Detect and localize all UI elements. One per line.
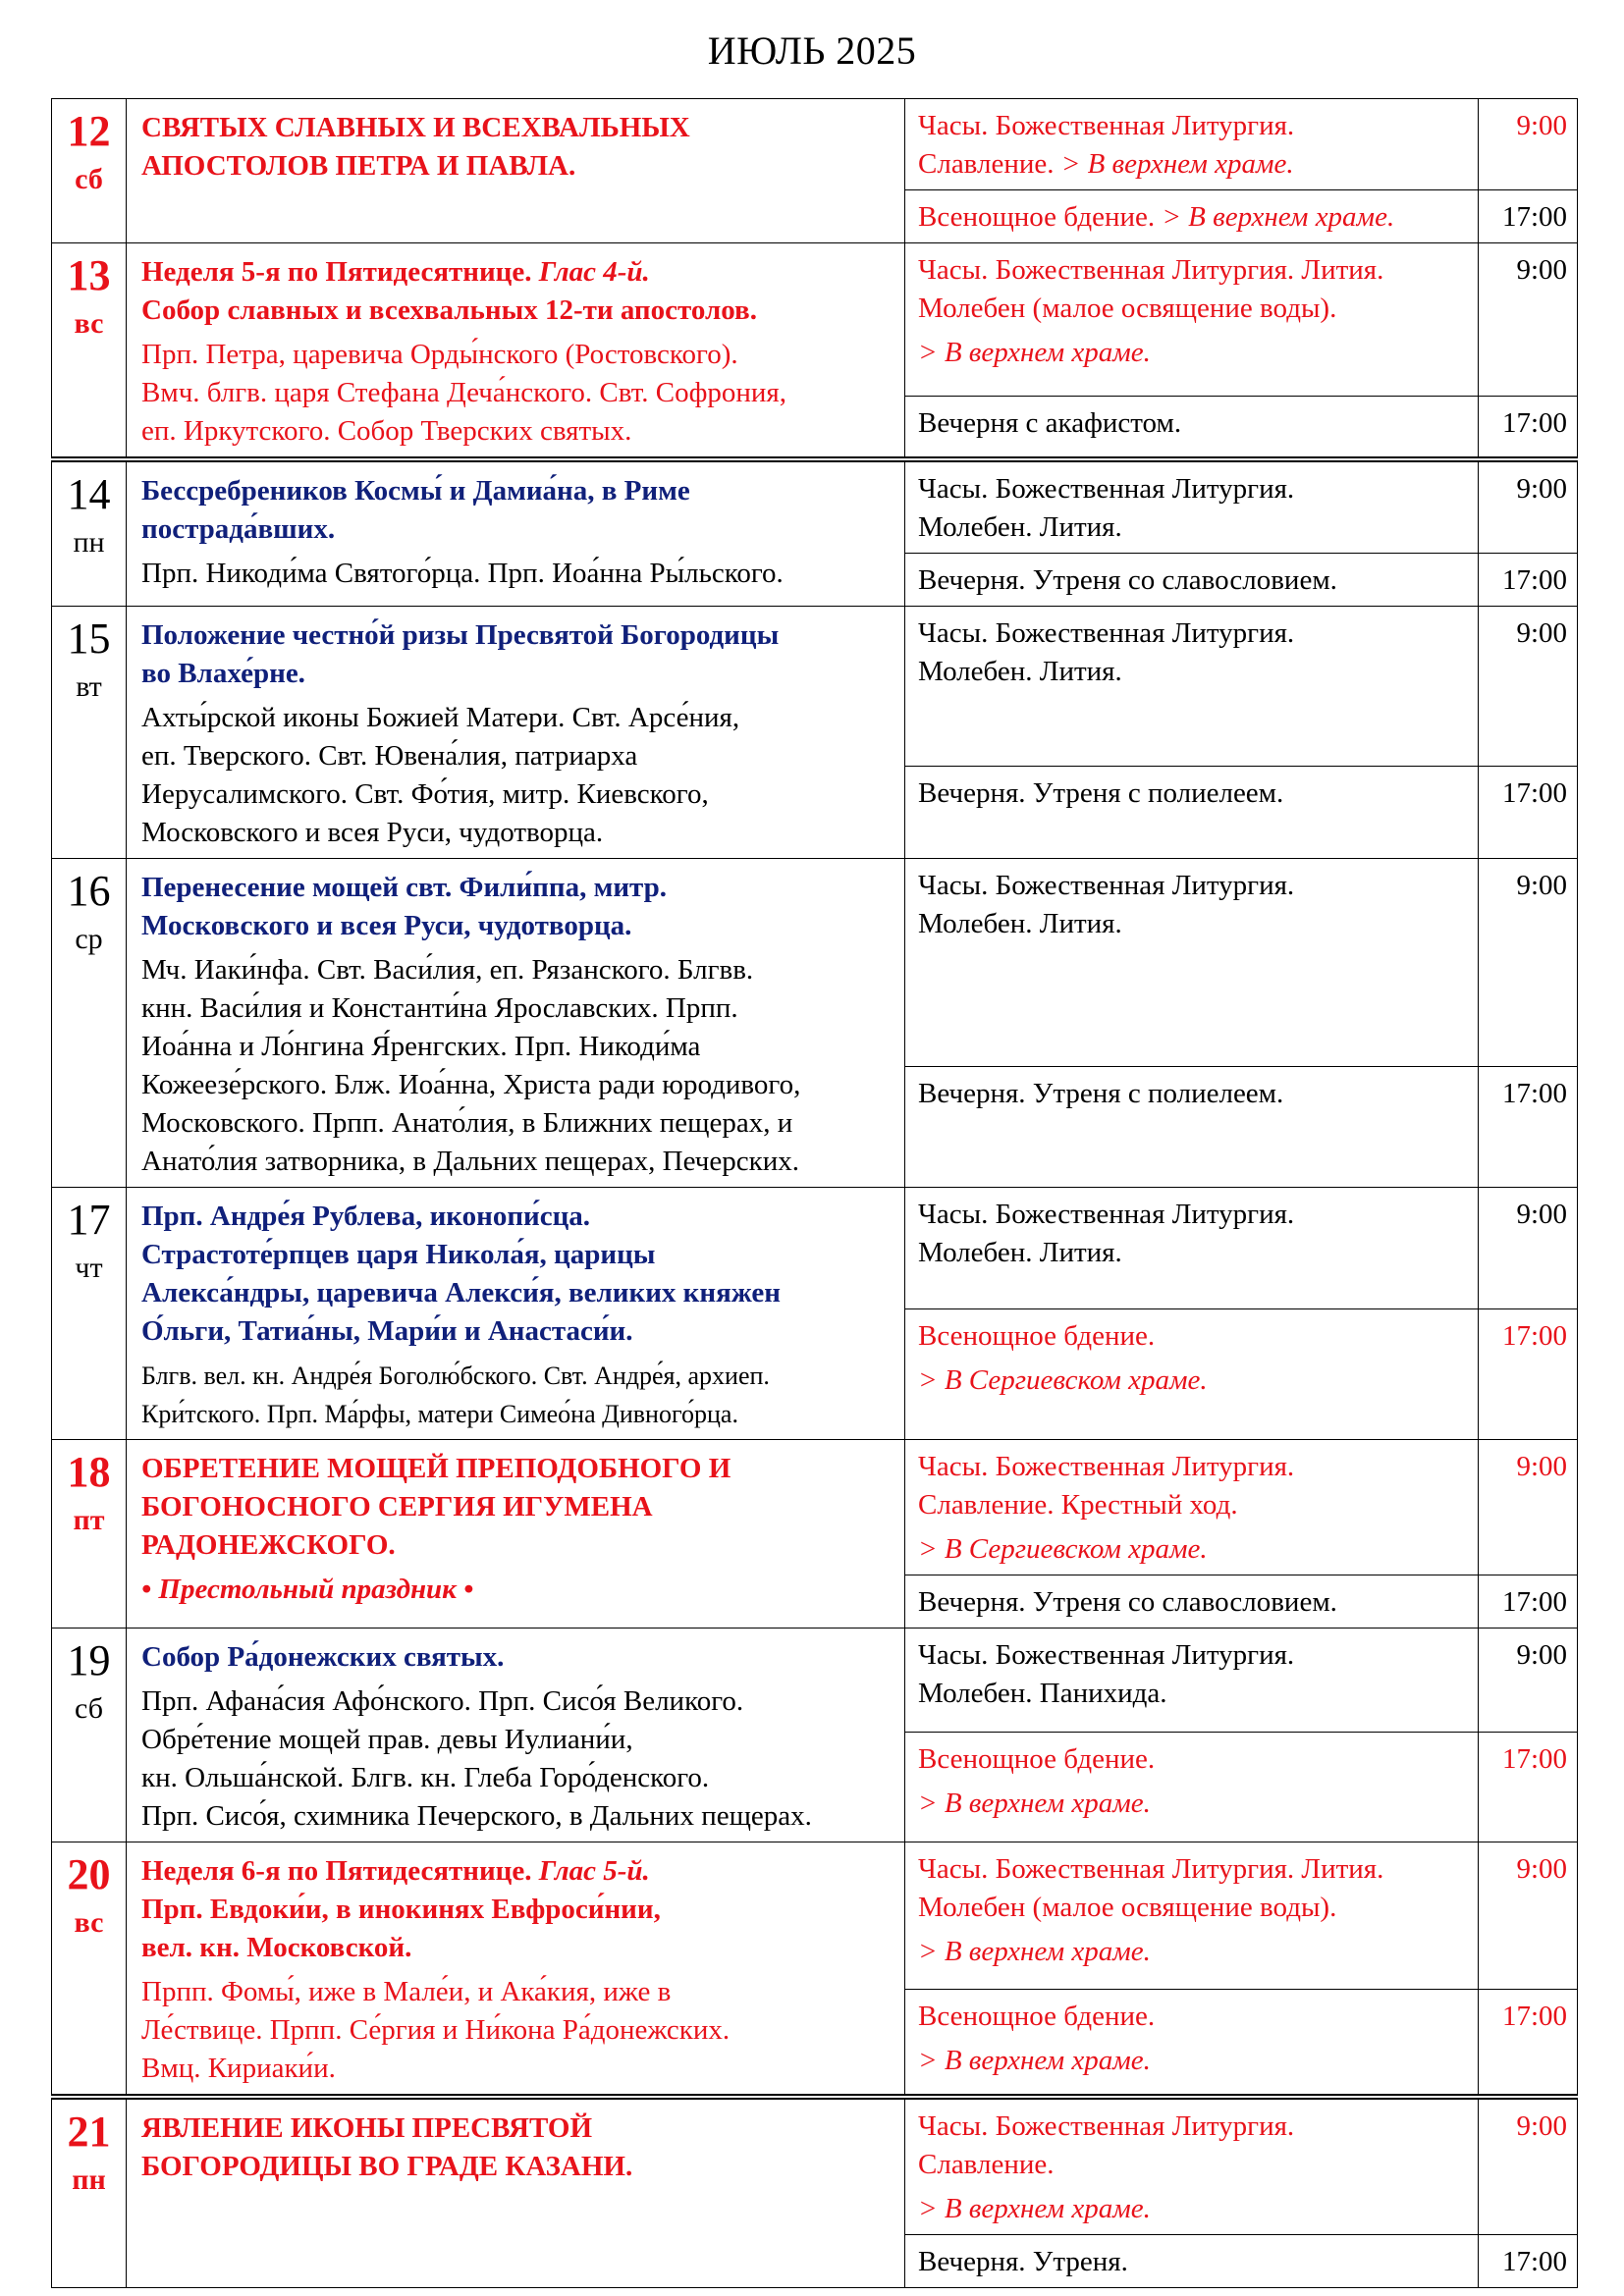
service-time: 9:00 bbox=[1479, 243, 1578, 397]
service-cell bbox=[905, 1629, 1479, 1733]
service-line: Вечерня. Утреня с полиелеем. bbox=[918, 776, 1284, 809]
service-line: Вечерня с акафистом. bbox=[918, 407, 1182, 440]
service-line: Часы. Божественная Литургия. bbox=[918, 473, 1295, 505]
service-line: Часы. Божественная Литургия. bbox=[918, 110, 1295, 141]
location-note: > В верхнем храме. bbox=[1060, 148, 1294, 180]
service-cell bbox=[905, 99, 1479, 190]
day-of-week: вс bbox=[74, 307, 104, 340]
schedule-row bbox=[52, 1440, 1578, 1575]
feast-sunday: Неделя 6-я по Пятидесятнице. bbox=[141, 1855, 532, 1887]
patronal-feast-label: • Престольный праздник • bbox=[141, 1574, 474, 1605]
feast-line: ОБРЕТЕНИЕ МОЩЕЙ ПРЕПОДОБНОГО И bbox=[141, 1453, 731, 1484]
saints-line: кн. Ольша́нской. Блгв. кн. Глеба Горо́денского. bbox=[141, 1762, 710, 1793]
service-cell bbox=[905, 1732, 1479, 1842]
day-date bbox=[52, 243, 127, 460]
schedule-row bbox=[52, 459, 1578, 554]
service-line: Славление. bbox=[918, 2149, 1055, 2180]
saints-list bbox=[141, 1682, 893, 1836]
service-line: Часы. Божественная Литургия. bbox=[918, 617, 1295, 649]
commemoration-cell bbox=[127, 2097, 905, 2288]
saints-line: Прп. Афана́сия Афо́нского. Прп. Сисо́я Великого. bbox=[141, 1685, 744, 1717]
service-text bbox=[918, 561, 1468, 600]
service-text bbox=[918, 774, 1468, 813]
day-number: 13 bbox=[67, 251, 111, 299]
day-date bbox=[52, 99, 127, 243]
location-note: > В Сергиевском храме. bbox=[918, 1364, 1208, 1397]
service-text bbox=[918, 1636, 1468, 1713]
service-time: 9:00 bbox=[1479, 607, 1578, 767]
service-cell bbox=[905, 190, 1479, 243]
saints-line: Блгв. вел. кн. Андре́я Боголю́бского. Свт. Андре́я, архиеп. bbox=[141, 1362, 770, 1390]
service-text bbox=[918, 404, 1468, 443]
saints-line: Прп. Петра, царевича Орды́нского (Ростовского). bbox=[141, 339, 738, 370]
location-note: > В верхнем храме. bbox=[918, 1787, 1151, 1819]
feast-line: Положение честно́й ризы Пресвятой Богородицы bbox=[141, 619, 780, 651]
service-line: Молебен (малое освящение воды). bbox=[918, 293, 1337, 324]
day-of-week: чт bbox=[75, 1252, 103, 1284]
service-time: 17:00 bbox=[1479, 554, 1578, 607]
service-line: Славление. bbox=[918, 148, 1055, 180]
service-line: Всенощное бдение. bbox=[918, 201, 1156, 233]
service-text bbox=[918, 1740, 1468, 1779]
schedule-row bbox=[52, 859, 1578, 1067]
commemoration-cell bbox=[127, 859, 905, 1188]
service-text bbox=[918, 198, 1468, 237]
service-line: Молебен (малое освящение воды). bbox=[918, 1892, 1337, 1923]
day-date bbox=[52, 1842, 127, 2098]
day-number: 16 bbox=[67, 867, 111, 915]
saints-line: еп. Тверского. Свт. Ювена́лия, патриарха bbox=[141, 740, 638, 772]
service-text bbox=[918, 614, 1468, 691]
service-text bbox=[918, 1196, 1468, 1272]
feast-line: во Влахе́рне. bbox=[141, 658, 305, 689]
day-of-week: пн bbox=[72, 2163, 106, 2196]
feast-line: Перенесение мощей свт. Фили́ппа, митр. bbox=[141, 872, 668, 903]
service-cell bbox=[905, 1440, 1479, 1575]
glas-label: Глас 4-й. bbox=[538, 256, 650, 288]
service-time: 17:00 bbox=[1479, 1575, 1578, 1629]
schedule-row bbox=[52, 243, 1578, 397]
day-of-week: вс bbox=[74, 1906, 104, 1939]
day-of-week: пт bbox=[73, 1504, 105, 1536]
location-note: > В верхнем храме. bbox=[918, 1936, 1151, 1967]
day-of-week: ср bbox=[75, 923, 103, 955]
commemoration-cell bbox=[127, 1188, 905, 1440]
service-time: 9:00 bbox=[1479, 99, 1578, 190]
day-date bbox=[52, 459, 127, 607]
service-line: Часы. Божественная Литургия. bbox=[918, 870, 1295, 901]
service-text bbox=[918, 1317, 1468, 1356]
saints-line: Анато́лия затворника, в Дальних пещерах, Печерских. bbox=[141, 1146, 799, 1177]
feast-line: О́льги, Татиа́ны, Мари́и и Анастаси́и. bbox=[141, 1315, 633, 1347]
feast-sunday: Неделя 5-я по Пятидесятнице. bbox=[141, 256, 532, 288]
service-time: 17:00 bbox=[1479, 190, 1578, 243]
saints-line: Московского и всея Руси, чудотворца. bbox=[141, 817, 604, 848]
feast-line: РАДОНЕЖСКОГО. bbox=[141, 1529, 396, 1561]
service-line: Молебен. Лития. bbox=[918, 908, 1122, 939]
saints-line: Вмц. Кириаки́и. bbox=[141, 2053, 336, 2084]
day-number: 12 bbox=[67, 107, 111, 155]
service-cell bbox=[905, 1842, 1479, 1990]
service-time: 17:00 bbox=[1479, 1309, 1578, 1440]
location-note: > В верхнем храме. bbox=[918, 337, 1151, 368]
feast-line: Собор Ра́донежских святых. bbox=[141, 1641, 505, 1673]
day-date bbox=[52, 1629, 127, 1842]
feast-line: ЯВЛЕНИЕ ИКОНЫ ПРЕСВЯТОЙ bbox=[141, 2112, 593, 2144]
service-text bbox=[918, 470, 1468, 547]
saints-list bbox=[141, 1973, 893, 2088]
day-number: 19 bbox=[67, 1636, 111, 1684]
feast-line: АПОСТОЛОВ ПЕТРА И ПАВЛА. bbox=[141, 150, 576, 182]
commemoration-cell bbox=[127, 1440, 905, 1629]
service-line: Часы. Божественная Литургия. bbox=[918, 1639, 1295, 1671]
day-number: 21 bbox=[67, 2108, 111, 2156]
service-line: Часы. Божественная Литургия. bbox=[918, 1199, 1295, 1230]
schedule-row bbox=[52, 99, 1578, 190]
feast-title bbox=[141, 253, 893, 330]
service-text bbox=[918, 2243, 1468, 2281]
schedule-row bbox=[52, 1188, 1578, 1309]
saints-line: Иоа́нна и Ло́нгина Я́ренгских. Прп. Никоди́ма bbox=[141, 1031, 701, 1062]
service-line: Вечерня. Утреня. bbox=[918, 2246, 1128, 2277]
day-number: 17 bbox=[67, 1196, 111, 1244]
schedule-row bbox=[52, 1842, 1578, 1990]
service-line: Молебен. Лития. bbox=[918, 511, 1122, 543]
saints-line: Кри́тского. Прп. Ма́рфы, матери Симео́на Дивного́рца. bbox=[141, 1400, 738, 1428]
feast-title bbox=[141, 472, 893, 549]
saints-line: Прпп. Фомы́, иже в Мале́и, и Ака́кия, иже в bbox=[141, 1976, 672, 2007]
service-cell bbox=[905, 459, 1479, 554]
service-line: Часы. Божественная Литургия. bbox=[918, 1451, 1295, 1482]
service-line: Молебен. Панихида. bbox=[918, 1678, 1167, 1709]
service-time: 9:00 bbox=[1479, 1188, 1578, 1309]
service-cell bbox=[905, 2097, 1479, 2235]
commemoration-cell bbox=[127, 243, 905, 460]
commemoration-cell bbox=[127, 99, 905, 243]
feast-title bbox=[141, 869, 893, 945]
saints-line: еп. Иркутского. Собор Тверских святых. bbox=[141, 415, 632, 447]
feast-title bbox=[141, 1450, 893, 1565]
feast-title bbox=[141, 1852, 893, 1967]
service-line: Молебен. Лития. bbox=[918, 656, 1122, 687]
service-text bbox=[918, 1998, 1468, 2036]
location-note: > В верхнем храме. bbox=[1162, 201, 1395, 233]
service-time: 17:00 bbox=[1479, 766, 1578, 858]
feast-line: Прп. Андре́я Рублева, иконопи́сца. bbox=[141, 1201, 591, 1232]
service-text bbox=[918, 1850, 1468, 1927]
saints-line: Мч. Иаки́нфа. Свт. Васи́лия, еп. Рязанского. Блгвв. bbox=[141, 954, 754, 986]
service-line: Вечерня. Утреня с полиелеем. bbox=[918, 1077, 1284, 1109]
service-cell bbox=[905, 1309, 1479, 1440]
feast-line: Московского и всея Руси, чудотворца. bbox=[141, 910, 632, 941]
saints-line: кнн. Васи́лия и Константи́на Ярославских. Прпп. bbox=[141, 992, 738, 1024]
service-line: Всенощное бдение. bbox=[918, 1742, 1156, 1775]
service-cell bbox=[905, 766, 1479, 858]
schedule-row bbox=[52, 2097, 1578, 2235]
day-number: 20 bbox=[67, 1850, 111, 1898]
schedule-row bbox=[52, 1629, 1578, 1733]
saints-line: Вмч. блгв. царя Стефана Деча́нского. Свт. Софрония, bbox=[141, 377, 787, 408]
commemoration-cell bbox=[127, 1842, 905, 2098]
saints-line: Кожеезе́рского. Блж. Иоа́нна, Христа ради юродивого, bbox=[141, 1069, 801, 1100]
service-line: Молебен. Лития. bbox=[918, 1237, 1122, 1268]
service-time: 17:00 bbox=[1479, 1732, 1578, 1842]
day-date bbox=[52, 1188, 127, 1440]
service-text bbox=[918, 1075, 1468, 1113]
service-time: 9:00 bbox=[1479, 459, 1578, 554]
service-time: 17:00 bbox=[1479, 1066, 1578, 1187]
service-line: Вечерня. Утреня со славословием. bbox=[918, 1586, 1337, 1618]
day-of-week: вт bbox=[76, 670, 102, 703]
service-time: 17:00 bbox=[1479, 1989, 1578, 2097]
feast-line: БОГОРОДИЦЫ ВО ГРАДЕ КАЗАНИ. bbox=[141, 2151, 633, 2182]
saints-line: Московского. Прпп. Анато́лия, в Ближних пещерах, и bbox=[141, 1107, 793, 1139]
saints-line: Иерусалимского. Свт. Фо́тия, митр. Киевского, bbox=[141, 778, 709, 810]
feast-title bbox=[141, 616, 893, 693]
service-line: Всенощное бдение. bbox=[918, 1320, 1156, 1353]
service-cell bbox=[905, 2235, 1479, 2288]
service-cell bbox=[905, 1575, 1479, 1629]
feast-line: пострада́вших. bbox=[141, 513, 336, 545]
service-time: 9:00 bbox=[1479, 1842, 1578, 1990]
service-cell bbox=[905, 1188, 1479, 1309]
schedule-row bbox=[52, 607, 1578, 767]
service-cell bbox=[905, 243, 1479, 397]
feast-line: Бессребреников Космы́ и Дамиа́на, в Риме bbox=[141, 475, 690, 507]
saints-line: Обре́тение мощей прав. девы Иулиани́и, bbox=[141, 1724, 633, 1755]
feast-line: Страстоте́рпцев царя Никола́я, царицы bbox=[141, 1239, 656, 1270]
location-note: > В Сергиевском храме. bbox=[918, 1533, 1208, 1565]
service-time: 17:00 bbox=[1479, 397, 1578, 459]
service-time: 9:00 bbox=[1479, 1440, 1578, 1575]
service-line: Часы. Божественная Литургия. Лития. bbox=[918, 254, 1384, 286]
service-line: Часы. Божественная Литургия. Лития. bbox=[918, 1853, 1384, 1885]
saints-list bbox=[141, 555, 893, 593]
service-text bbox=[918, 107, 1468, 184]
feast-line: Собор славных и всехвальных 12-ти апостолов. bbox=[141, 294, 757, 326]
feast-title bbox=[141, 1638, 893, 1677]
commemoration-cell bbox=[127, 607, 905, 859]
service-cell bbox=[905, 1066, 1479, 1187]
saints-list bbox=[141, 1357, 893, 1433]
saints-line: Ле́ствице. Прпп. Се́ргия и Ни́кона Ра́донежских. bbox=[141, 2014, 731, 2046]
day-number: 18 bbox=[67, 1448, 111, 1496]
day-of-week: сб bbox=[75, 163, 103, 195]
feast-line: Прп. Евдоки́и, в инокинях Евфроси́нии, bbox=[141, 1894, 661, 1925]
day-date bbox=[52, 607, 127, 859]
page-title: ИЮЛЬ 2025 bbox=[707, 28, 917, 73]
feast-line: БОГОНОСНОГО СЕРГИЯ ИГУМЕНА bbox=[141, 1491, 653, 1522]
saints-list bbox=[141, 951, 893, 1181]
commemoration-cell bbox=[127, 459, 905, 607]
saints-line: Прп. Сисо́я, схимника Печерского, в Дальних пещерах. bbox=[141, 1800, 812, 1832]
location-note: > В верхнем храме. bbox=[918, 2044, 1151, 2076]
service-cell bbox=[905, 859, 1479, 1067]
feast-line: СВЯТЫХ СЛАВНЫХ И ВСЕХВАЛЬНЫХ bbox=[141, 112, 690, 143]
service-text bbox=[918, 251, 1468, 328]
location-note: > В верхнем храме. bbox=[918, 2193, 1151, 2224]
service-line: Часы. Божественная Литургия. bbox=[918, 2110, 1295, 2142]
service-line: Славление. Крестный ход. bbox=[918, 1489, 1238, 1521]
day-date bbox=[52, 1440, 127, 1629]
day-number: 15 bbox=[67, 614, 111, 663]
service-text bbox=[918, 1583, 1468, 1622]
service-cell bbox=[905, 1989, 1479, 2097]
service-cell bbox=[905, 554, 1479, 607]
day-of-week: пн bbox=[73, 526, 105, 559]
feast-title bbox=[141, 109, 893, 186]
day-of-week: сб bbox=[75, 1692, 103, 1725]
schedule-table bbox=[51, 98, 1578, 2288]
feast-line: Алекса́ндры, царевича Алекси́я, великих княжен bbox=[141, 1277, 781, 1308]
service-line: Всенощное бдение. bbox=[918, 2000, 1156, 2032]
saints-line: Ахты́рской иконы Божией Матери. Свт. Арсе́ния, bbox=[141, 702, 740, 733]
saints-list bbox=[141, 699, 893, 852]
day-date bbox=[52, 2097, 127, 2288]
service-time: 9:00 bbox=[1479, 1629, 1578, 1733]
feast-title bbox=[141, 2109, 893, 2186]
day-number: 14 bbox=[67, 470, 111, 518]
service-time: 17:00 bbox=[1479, 2235, 1578, 2288]
feast-line: вел. кн. Московской. bbox=[141, 1932, 412, 1963]
saints-line: Прп. Никоди́ма Святого́рца. Прп. Иоа́нна Ры́льского. bbox=[141, 558, 784, 589]
day-date bbox=[52, 859, 127, 1188]
glas-label: Глас 5-й. bbox=[538, 1855, 650, 1887]
commemoration-cell bbox=[127, 1629, 905, 1842]
service-time: 9:00 bbox=[1479, 2097, 1578, 2235]
service-cell bbox=[905, 397, 1479, 459]
service-text bbox=[918, 867, 1468, 943]
service-cell bbox=[905, 607, 1479, 767]
service-time: 9:00 bbox=[1479, 859, 1578, 1067]
service-text bbox=[918, 2108, 1468, 2184]
saints-list bbox=[141, 336, 893, 451]
service-text bbox=[918, 1448, 1468, 1524]
feast-title bbox=[141, 1198, 893, 1351]
service-line: Вечерня. Утреня со славословием. bbox=[918, 564, 1337, 596]
